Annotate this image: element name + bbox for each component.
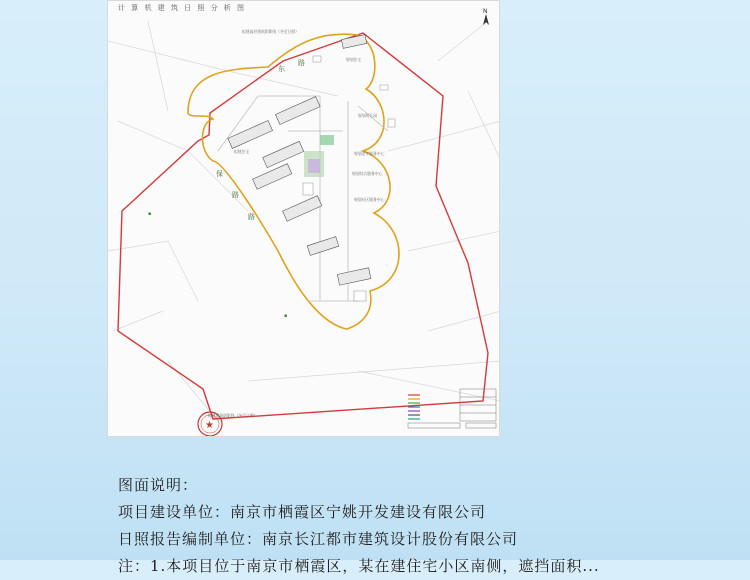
building-8 [337, 268, 371, 285]
note-proposed-residence: 拟建住宅 [234, 149, 250, 154]
svg-text:★: ★ [205, 420, 214, 431]
caption-note: 注：1.本项目位于南京市栖霞区，某在建住宅小区南侧，遮挡面积... [118, 557, 600, 575]
road-char-3: 路 [248, 213, 255, 221]
caption-construction-unit: 项目建设单位：南京市栖霞区宁姚开发建设有限公司 [118, 503, 487, 521]
svg-text:▪: ▪ [284, 313, 288, 319]
green-markers [148, 211, 287, 319]
building-details [303, 56, 395, 301]
building-5 [253, 164, 292, 190]
background-roads [108, 21, 500, 421]
site-plan-drawing [107, 0, 500, 437]
title-block [408, 389, 496, 428]
caption-heading: 图面说明： [118, 476, 199, 494]
building-7 [307, 237, 339, 256]
note-shadow-legend: 拟建建筑阴影线（冬至日照） [208, 413, 258, 418]
caption-report-unit: 日照报告编制单位：南京长江都市建筑设计股份有限公司 [118, 530, 519, 548]
building-4 [263, 141, 304, 167]
legend-lines [408, 395, 420, 419]
road-char-4: 东 [278, 65, 285, 73]
building-6 [283, 196, 322, 222]
drawing-title: 计 算 机 建 筑 日 照 分 析 图 [118, 4, 247, 12]
road-char-1: 保 [216, 170, 223, 178]
shadow-hatch [304, 135, 334, 177]
svg-text:N: N [483, 8, 488, 15]
note-service-center: 规划综合服务中心 [352, 171, 383, 176]
caption-block [118, 472, 750, 580]
road-char-5: 路 [298, 59, 305, 67]
note-planned-residence: 规划住宅 [346, 57, 362, 62]
note-elderly-center: 规划老年服务中心 [354, 151, 385, 156]
building-1 [341, 35, 366, 49]
svg-text:▪: ▪ [148, 211, 152, 217]
site-boundary [118, 33, 488, 419]
buildings [228, 35, 371, 286]
note-kindergarten: 规划幼儿园 [358, 113, 377, 118]
site-plan-svg [108, 1, 500, 437]
building-3 [228, 120, 273, 148]
shadow-envelope [188, 34, 399, 329]
note-community-center: 规划社区服务中心 [354, 197, 385, 202]
road-char-2: 路 [232, 191, 239, 199]
note-shadow-line: 拟建高层建筑阴影线（冬至日照） [242, 29, 299, 34]
building-2 [275, 97, 320, 125]
